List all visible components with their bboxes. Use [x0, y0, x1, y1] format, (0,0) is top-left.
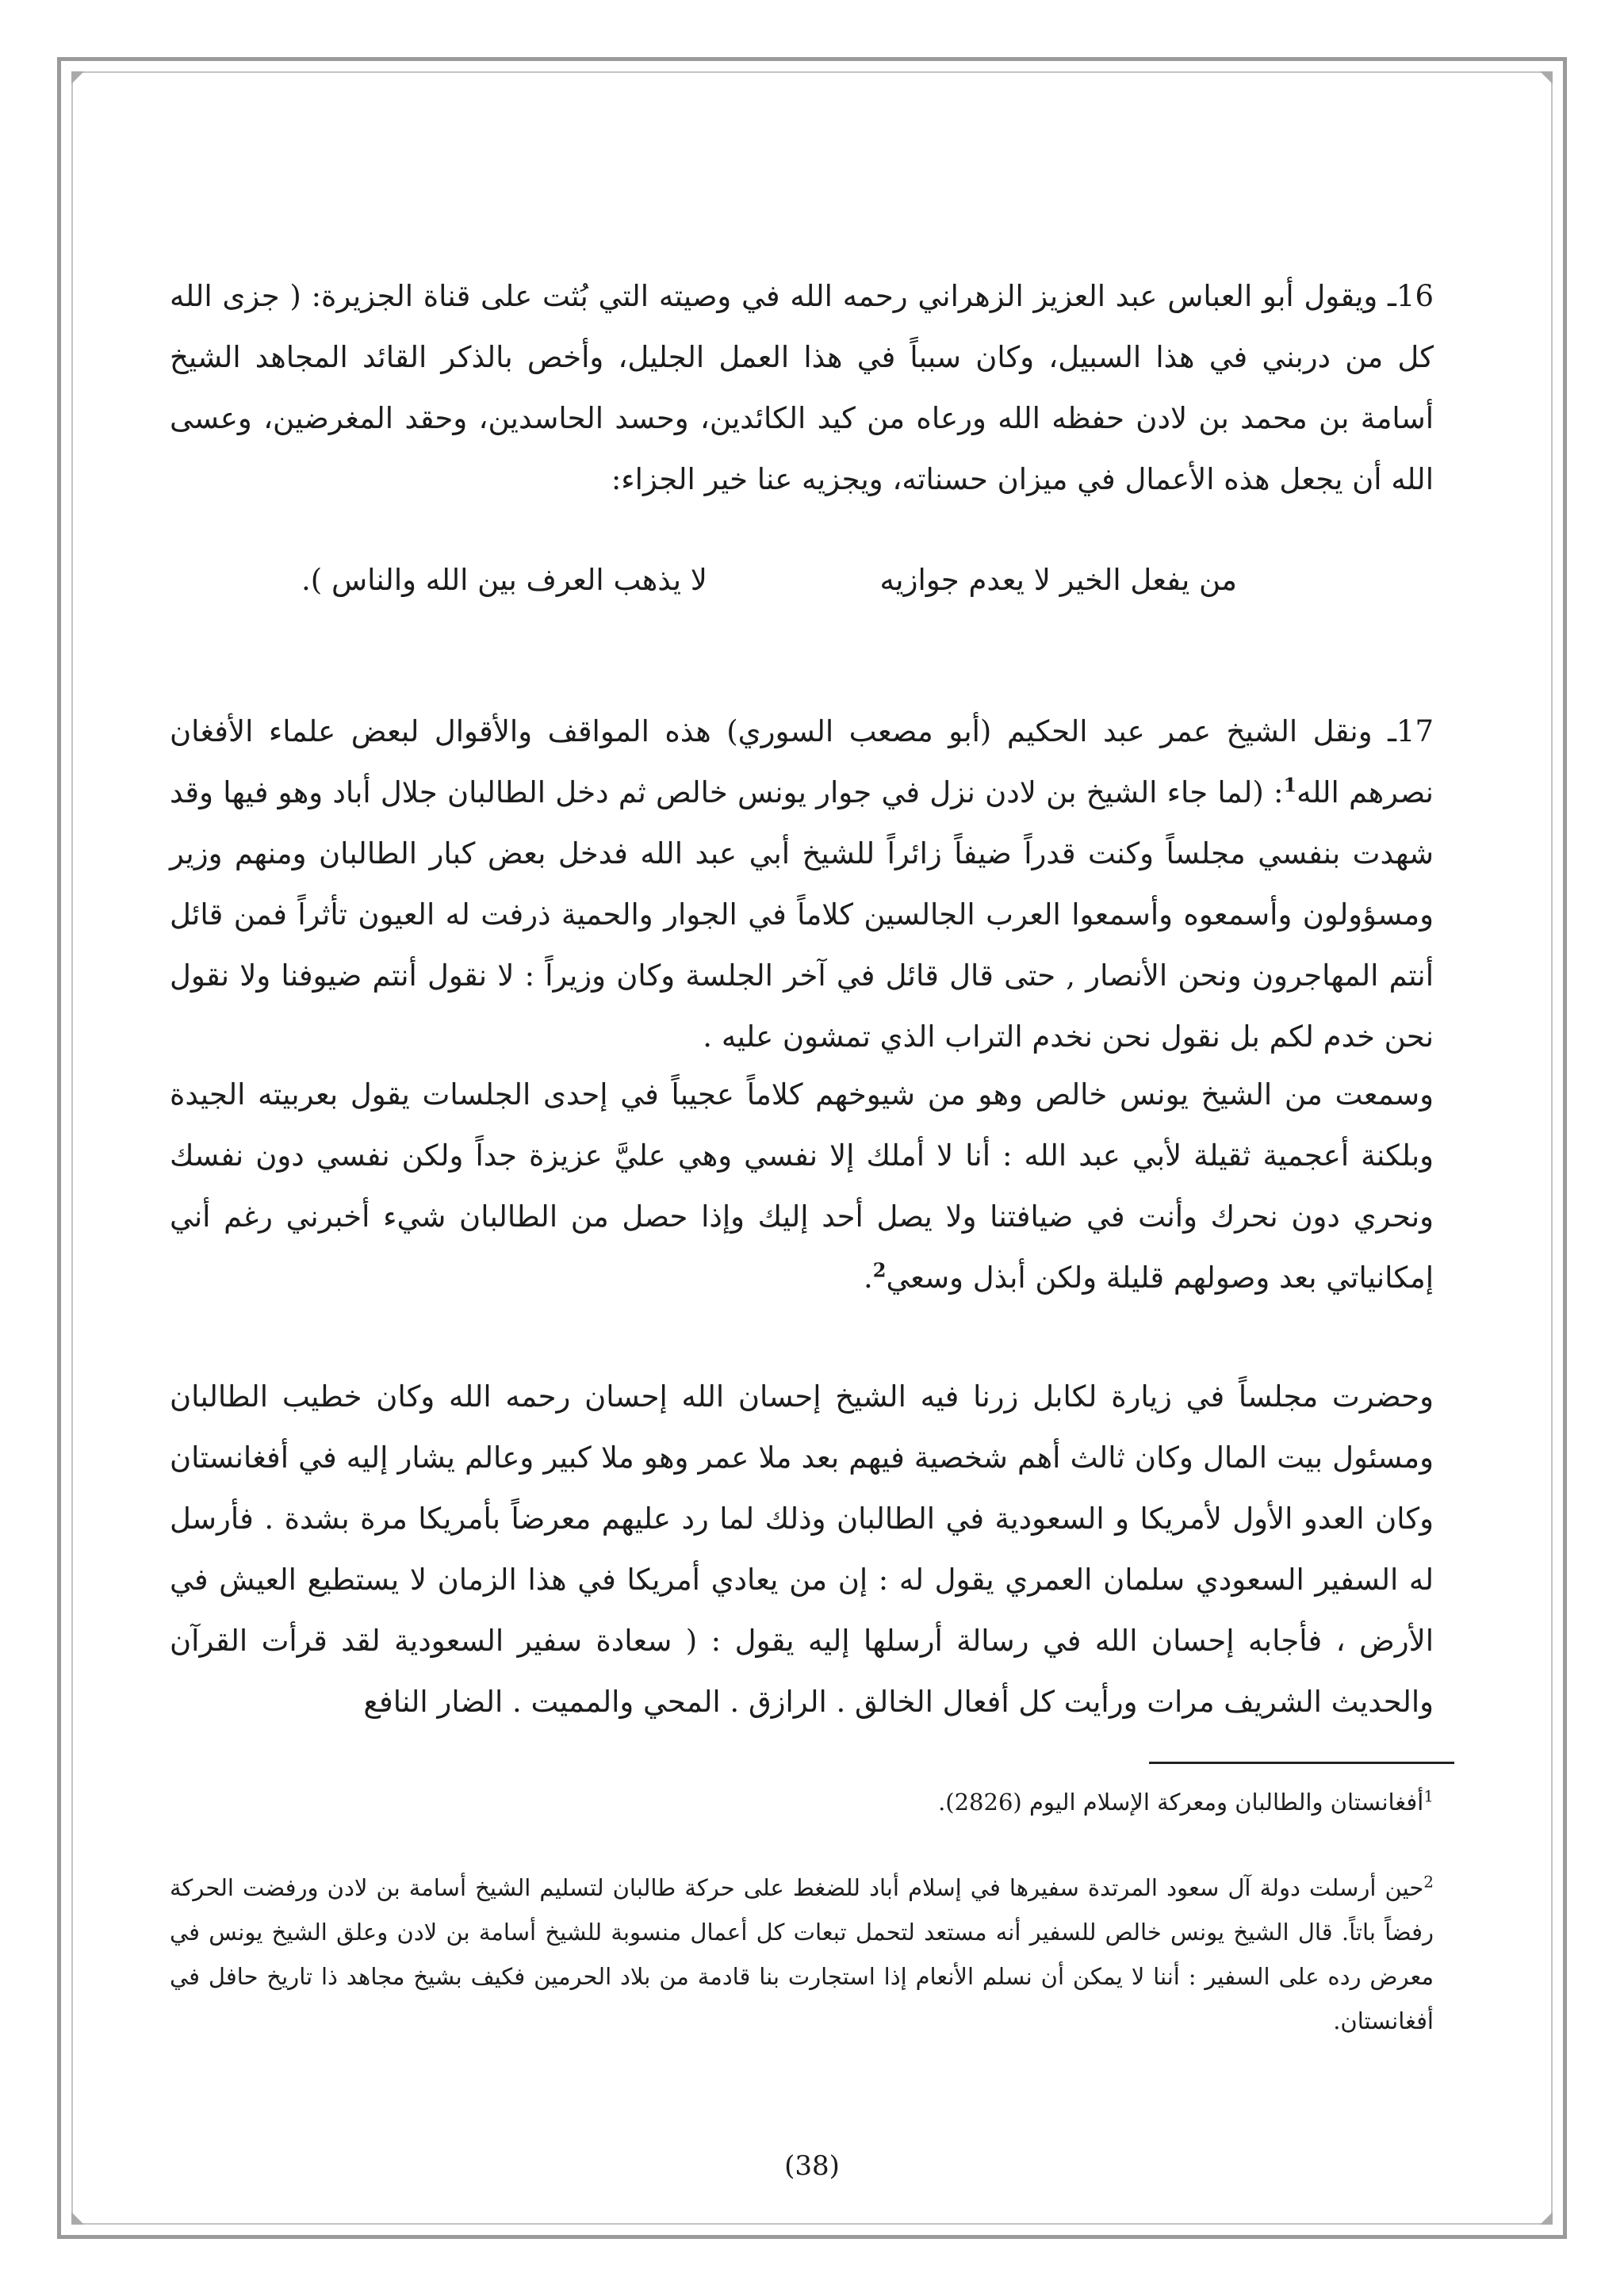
corner-ornament — [1540, 71, 1553, 84]
paragraph-17 — [170, 701, 1434, 1067]
paragraph-19: وحضرت مجلساً في زيارة لكابل زرنا فيه الشيخ إحسان الله إحسان رحمه الله وكان خطيب الطالبان ومسئول بيت المال وكان ثالث أهم شخصية فيهم بعد ملا عمر وهو ملا كبير وعالم يشار إليه في أفغانستان وكان العدو الأول لأمريكا و السعودية في الطالبان وذلك لما رد عليهم معرضاً بأمريكا مرة بشدة . فأرسل له السفير السعودي سلمان العمري يقول له : إن من يعادي أمريكا في هذا الزمان لا يستطيع العيش في الأرض ، فأجابه إحسان الله في رسالة أرسلها إليه يقول : ( سعادة سفير السعودية لقد قرأت القرآن والحديث الشريف مرات ورأيت كل أفعال الخالق . الرازق . المحي والمميت . الضار النافع — [170, 1380, 1434, 1719]
corner-ornament — [71, 71, 84, 84]
paragraph-17-text-start: 17ـ ونقل الشيخ عمر عبد الحكيم (أبو مصعب السوري) هذه المواقف والأقوال لبعض علماء الأفغان نصرهم الله — [170, 714, 1434, 809]
footnote-separator — [1149, 1762, 1454, 1764]
footnote-ref-2: 2 — [872, 1258, 887, 1282]
paragraph-18 — [170, 1064, 1434, 1308]
corner-ornament — [71, 2212, 84, 2225]
footnote-ref-1: 1 — [1283, 773, 1297, 797]
paragraph-16: 16ـ ويقول أبو العباس عبد العزيز الزهراني رحمه الله في وصيته التي بُثت على قناة الجزيرة: ( جزى الله كل من دربني في هذا السبيل، وكان سبباً في هذا العمل الجليل، وأخص بالذكر القائد المجاهد الشيخ أسامة بن محمد بن لادن حفظه الله ورعاه من كيد الكائدين، وحسد الحاسدين، وحقد المغرضين، وعسى الله أن يجعل هذه الأعمال في ميزان حسناته، ويجزيه عنا خير الجزاء: — [170, 279, 1434, 496]
paragraph-18-end: . — [863, 1261, 873, 1295]
paragraph-17-text-end: : (لما جاء الشيخ بن لادن نزل في جوار يونس خالص ثم دخل الطالبان جلال أباد وهو فيها وقد شهدت بنفسي مجلساً وكنت قدراً ضيفاً زائراً للشيخ أبي عبد الله فدخل بعض كبار الطالبان ومنهم وزير ومسؤولون وأسمعوه وأسمعوا العرب الجالسين كلاماً في الجوار والحمية ذرفت له العيون تأثراً فمن قائل أنتم المهاجرون ونحن الأنصار , حتى قال قائل في آخر الجلسة وكان وزيراً : لا نقول أنتم ضيوفنا ولا نقول نحن خدم لكم بل نقول نحن نخدم التراب الذي تمشون عليه . — [170, 775, 1434, 1054]
paragraph-18-text: وسمعت من الشيخ يونس خالص وهو من شيوخهم كلاماً عجيباً في إحدى الجلسات يقول بعربيته الجيدة وبلكنة أعجمية ثقيلة لأبي عبد الله : أنا لا أملك إلا نفسي وهي عليَّ عزيزة جداً ولكن نفسي دون نفسك ونحري دون نحرك وأنت في ضيافتنا ولا يصل أحد إليك وإذا حصل من الطالبان شيء أخبرني رغم أني إمكانياتي بعد وصولهم قليلة ولكن أبذل وسعي — [170, 1077, 1434, 1295]
footnote-1-text: أفغانستان والطالبان ومعركة الإسلام اليوم (2826). — [938, 1789, 1424, 1816]
poetry-verse — [301, 549, 1237, 610]
page-number: (38) — [784, 2150, 840, 2182]
footnote-2-text: حين أرسلت دولة آل سعود المرتدة سفيرها في إسلام أباد للضغط على حركة طالبان لتسليم الشيخ أسامة بن لادن ورفضت الحركة رفضاً باتاً. قال الشيخ يونس خالص للسفير أنه مستعد لتحمل تبعات كل أعمال منسوبة للشيخ أسامة بن لادن وعلق الشيخ يونس في معرض رده على السفير : أننا لا يمكن أن نسلم الأنعام إذا استجارت بنا قادمة من بلاد الحرمين فكيف بشيخ مجاهد ذا تاريخ حافل في أفغانستان. — [170, 1874, 1434, 2034]
footnote-1 — [170, 1780, 1434, 1824]
footnote-1-number: 1 — [1423, 1786, 1434, 1806]
footnote-2-number: 2 — [1423, 1872, 1434, 1892]
footnote-2 — [170, 1866, 1434, 2043]
verse-second-hemistich: لا يذهب العرف بين الله والناس ). — [301, 563, 707, 597]
verse-first-hemistich: من يفعل الخير لا يعدم جوازيه — [879, 563, 1237, 597]
corner-ornament — [1540, 2212, 1553, 2225]
